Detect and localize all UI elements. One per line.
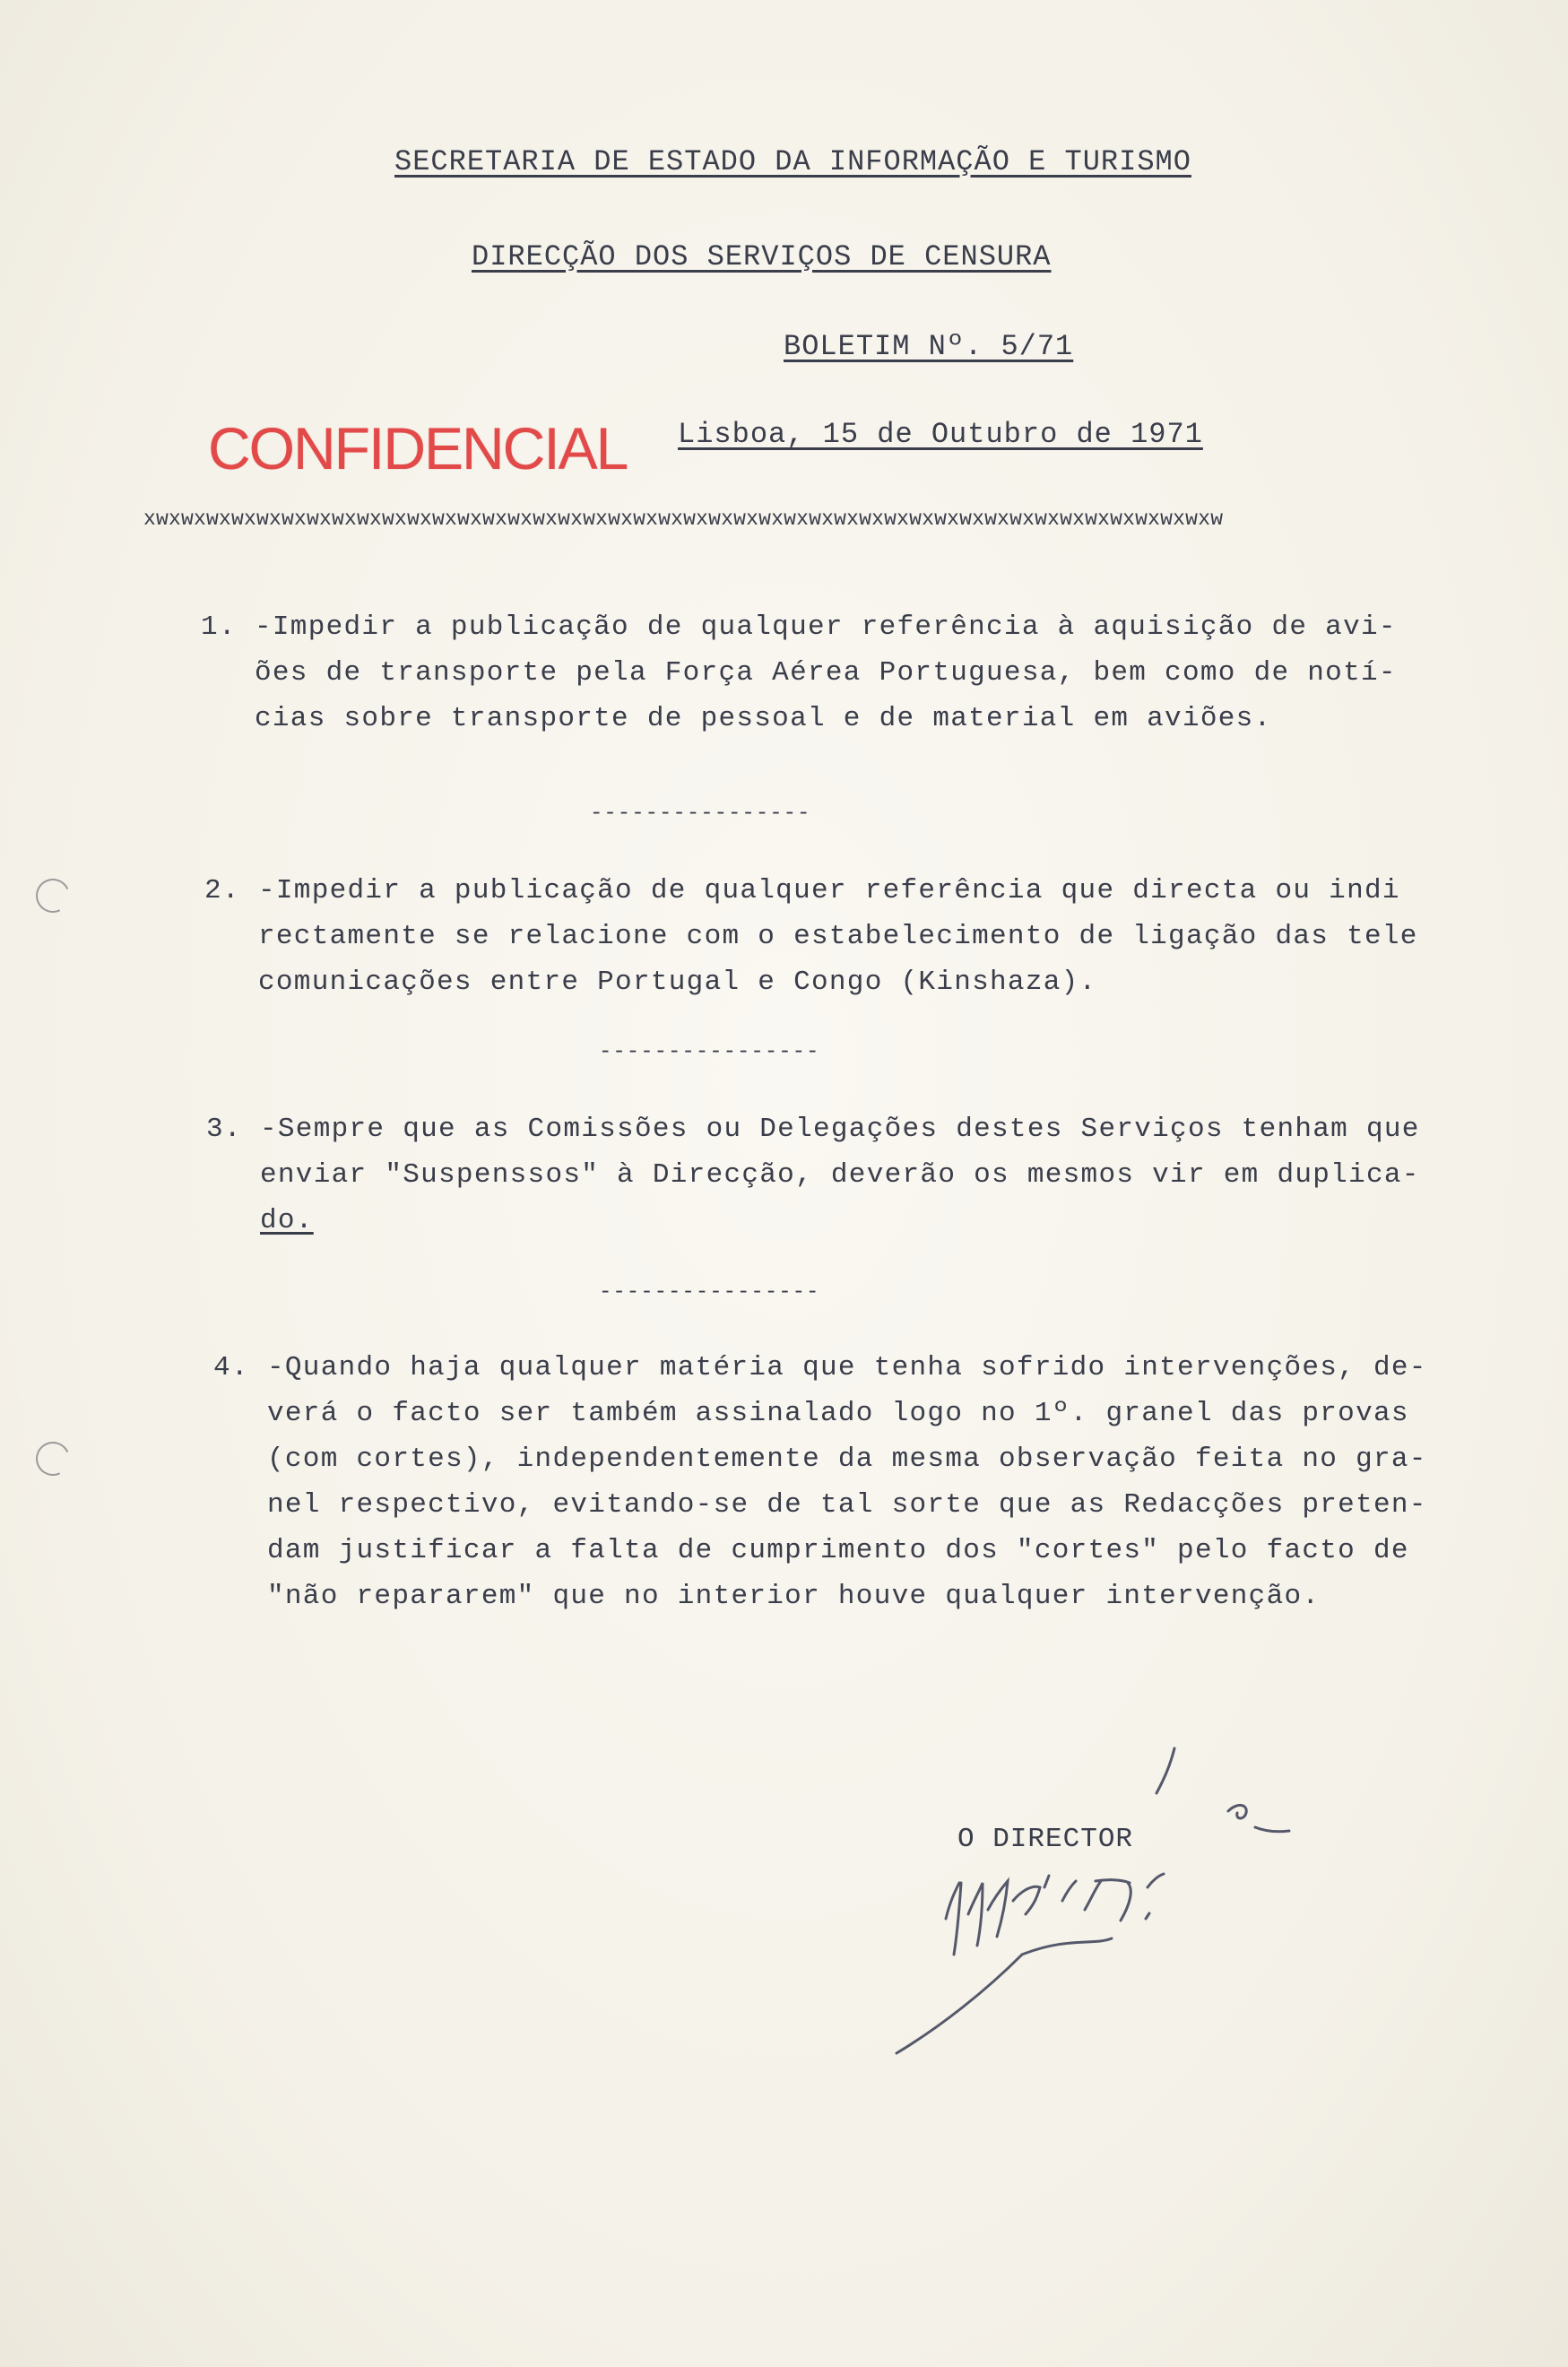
item-line: -Impedir a publicação de qualquer referência à aquisição de avi- — [255, 611, 1397, 643]
director-title: O DIRECTOR — [957, 1824, 1134, 1855]
item-line: verá o facto ser também assinalado logo no 1º. granel das provas — [267, 1398, 1409, 1429]
item-line: comunicações entre Portugal e Congo (Kinshaza). — [258, 967, 1097, 998]
item-number: 4. — [213, 1352, 249, 1383]
punch-hole — [31, 874, 75, 918]
item-line: dam justificar a falta de cumprimento dos "cortes" pelo facto de — [267, 1535, 1409, 1566]
section-separator: ---------------- — [590, 802, 811, 826]
item-line: enviar "Suspenssos" à Direcção, deverão os mesmos vir em duplica- — [260, 1159, 1420, 1191]
confidential-stamp: CONFIDENCIAL — [208, 415, 628, 481]
ministry-heading: SECRETARIA DE ESTADO DA INFORMAÇÃO E TURISMO — [394, 145, 1191, 178]
item-line: -Quando haja qualquer matéria que tenha sofrido intervenções, de- — [267, 1352, 1427, 1383]
item-line: -Impedir a publicação de qualquer referência que directa ou indi — [258, 875, 1400, 906]
item-number: 2. — [204, 875, 240, 906]
department-heading: DIRECÇÃO DOS SERVIÇOS DE CENSURA — [472, 240, 1052, 273]
punch-hole — [31, 1437, 75, 1481]
handwritten-signature — [861, 1730, 1327, 2071]
directive-item-4 — [213, 1345, 1427, 1619]
place-and-date: Lisboa, 15 de Outubro de 1971 — [678, 418, 1203, 451]
item-line: do. — [260, 1205, 314, 1236]
bulletin-number: BOLETIM Nº. 5/71 — [784, 330, 1074, 363]
item-line: "não repararem" que no interior houve qualquer intervenção. — [267, 1581, 1321, 1612]
item-line: (com cortes), independentemente da mesma observação feita no gra- — [267, 1444, 1427, 1475]
item-line: nel respectivo, evitando-se de tal sorte que as Redacções preten- — [267, 1489, 1427, 1521]
section-separator: ---------------- — [599, 1040, 820, 1064]
section-separator: ---------------- — [599, 1280, 820, 1305]
typed-divider: xwxwxwxwxwxwxwxwxwxwxwxwxwxwxwxwxwxwxwxwxwxwxwxwxwxwxwxwxwxwxwxwxwxwxwxwxwxwxwxwxwxwxw — [143, 507, 1224, 531]
item-number: 1. — [201, 611, 237, 643]
directive-item-3 — [206, 1106, 1420, 1244]
item-line: ões de transporte pela Força Aérea Portuguesa, bem como de notí- — [255, 657, 1397, 689]
item-number: 3. — [206, 1114, 242, 1145]
item-line: cias sobre transporte de pessoal e de material em aviões. — [255, 703, 1272, 734]
item-line: -Sempre que as Comissões ou Delegações destes Serviços tenham que — [260, 1114, 1420, 1145]
item-line: rectamente se relacione com o estabelecimento de ligação das tele — [258, 921, 1418, 952]
directive-item-1 — [201, 604, 1397, 741]
directive-item-2 — [204, 868, 1418, 1005]
